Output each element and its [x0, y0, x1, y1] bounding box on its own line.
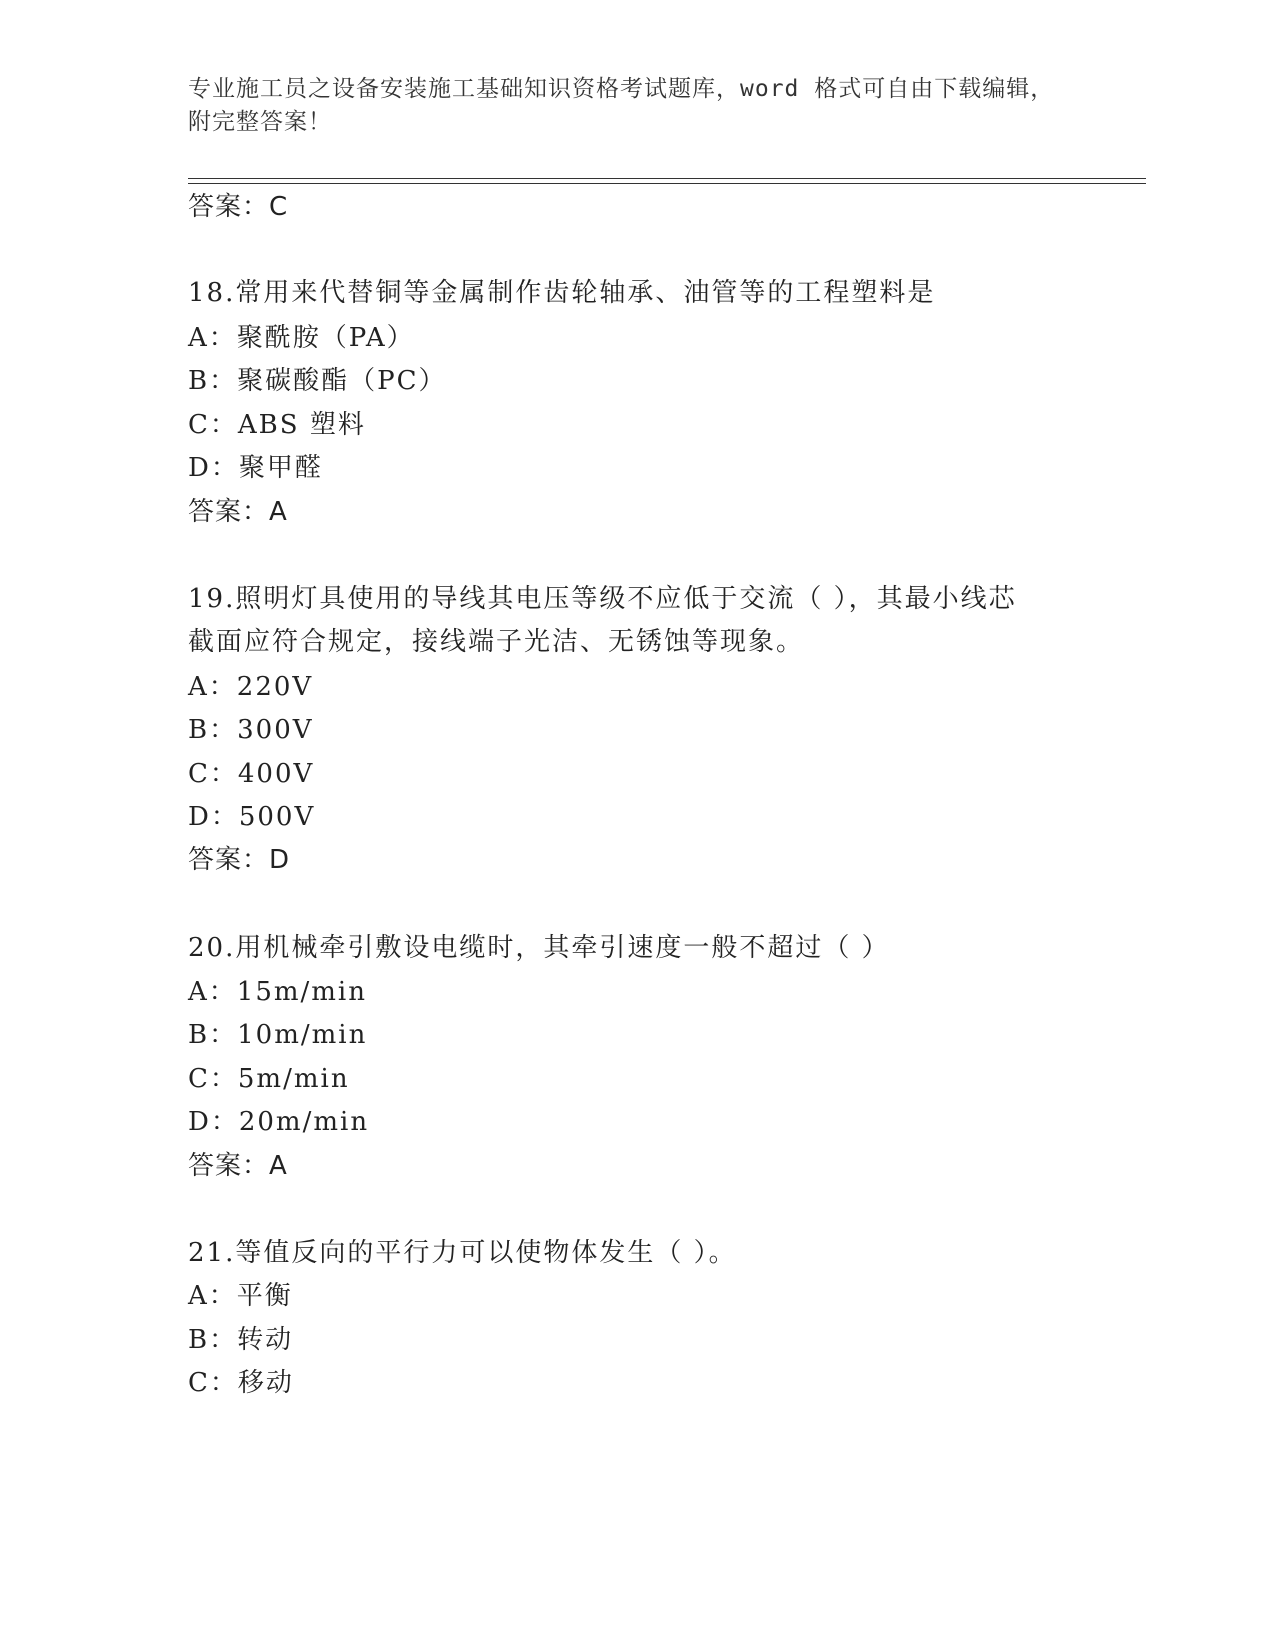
option-a: A：聚酰胺（PA） [188, 323, 415, 353]
question-stem-continued: 截面应符合规定，接线端子光洁、无锈蚀等现象。 [188, 627, 805, 657]
option-a: A：15m/min [188, 977, 367, 1007]
option-c: C：400V [188, 759, 315, 789]
option-b: B：10m/min [188, 1020, 368, 1050]
option-b: B：转动 [188, 1325, 294, 1355]
option-a: A：220V [188, 672, 314, 702]
option-d: D：20m/min [188, 1107, 370, 1137]
question-stem: 21.等值反向的平行力可以使物体发生（ ）。 [188, 1238, 737, 1268]
answer-label: 答案：D [188, 845, 291, 875]
option-b: B：聚碳酸酯（PC） [188, 366, 447, 396]
header-divider [188, 178, 1146, 179]
option-d: D：聚甲醛 [188, 453, 323, 483]
header-line-1: 专业施工员之设备安装施工基础知识资格考试题库，word 格式可自由下载编辑， [188, 76, 1055, 102]
header-divider-secondary [188, 183, 1146, 184]
answer-label: 答案：A [188, 497, 288, 527]
document-header [188, 73, 1068, 139]
answer-label: 答案：A [188, 1151, 288, 1181]
question-stem: 20.用机械牵引敷设电缆时，其牵引速度一般不超过（ ） [188, 933, 890, 963]
answer-label: 答案：C [188, 192, 289, 222]
question-stem: 18.常用来代替铜等金属制作齿轮轴承、油管等的工程塑料是 [188, 278, 936, 308]
question-stem: 19.照明灯具使用的导线其电压等级不应低于交流（ ），其最小线芯 [188, 584, 1017, 614]
option-a: A：平衡 [188, 1281, 293, 1311]
option-c: C：ABS 塑料 [188, 410, 366, 440]
option-c: C：移动 [188, 1368, 294, 1398]
header-line-2: 附完整答案！ [188, 109, 332, 135]
option-d: D：500V [188, 802, 316, 832]
option-c: C：5m/min [188, 1064, 350, 1094]
option-b: B：300V [188, 715, 314, 745]
